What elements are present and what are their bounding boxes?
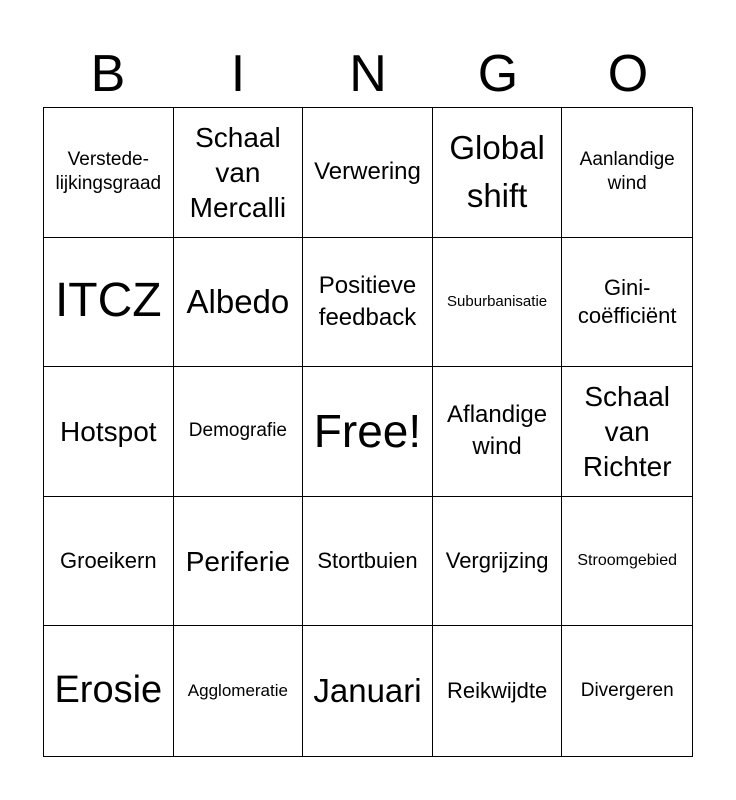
bingo-cell[interactable] <box>174 367 304 497</box>
bingo-cell[interactable] <box>44 367 174 497</box>
bingo-cell[interactable] <box>433 108 563 238</box>
cell-label: Reikwijdte <box>446 678 548 704</box>
header-letter-b: B <box>90 45 126 103</box>
cell-label: Positieve feedback <box>318 271 417 331</box>
cell-label: Schaal van Richter <box>582 380 672 482</box>
cell-label: Stortbuien <box>317 548 418 574</box>
bingo-cell[interactable] <box>303 108 433 238</box>
bingo-cell[interactable] <box>174 626 304 756</box>
bingo-cell[interactable] <box>44 497 174 627</box>
bingo-cell[interactable] <box>433 238 563 368</box>
cell-label: Verwering <box>314 158 421 186</box>
bingo-cell[interactable] <box>174 108 304 238</box>
cell-label: Suburbanisatie <box>447 293 548 311</box>
bingo-cell[interactable] <box>303 626 433 756</box>
bingo-cell[interactable] <box>44 626 174 756</box>
cell-label: Global shift <box>449 129 545 215</box>
bingo-cell[interactable] <box>174 497 304 627</box>
bingo-cell[interactable] <box>303 497 433 627</box>
cell-label: Aflandige wind <box>447 401 548 461</box>
bingo-header <box>43 40 693 108</box>
bingo-cell[interactable] <box>562 108 692 238</box>
bingo-cell[interactable] <box>303 238 433 368</box>
bingo-cell[interactable] <box>562 497 692 627</box>
cell-label: Stroomgebied <box>577 551 677 569</box>
cell-label: Demografie <box>188 420 287 442</box>
cell-label: Erosie <box>54 669 163 712</box>
cell-label: Divergeren <box>580 679 674 701</box>
cell-label: ITCZ <box>54 274 162 328</box>
header-letter-o: O <box>607 45 649 103</box>
bingo-cell[interactable] <box>562 238 692 368</box>
header-letter-i: I <box>230 45 246 103</box>
bingo-cell[interactable] <box>433 626 563 756</box>
bingo-cell[interactable] <box>562 626 692 756</box>
bingo-cell[interactable] <box>174 238 304 368</box>
cell-label: Albedo <box>186 282 290 320</box>
bingo-board <box>43 107 693 757</box>
cell-label: Januari <box>313 672 422 710</box>
cell-label: Schaal van Mercalli <box>189 121 287 223</box>
free-space-label: Free! <box>313 405 422 458</box>
cell-label: Vergrijzing <box>445 548 549 574</box>
bingo-cell[interactable] <box>433 497 563 627</box>
cell-label: Aanlandige wind <box>579 148 675 195</box>
bingo-cell[interactable] <box>562 367 692 497</box>
cell-label: Periferie <box>185 545 291 577</box>
cell-label: Gini-coëfficiënt <box>577 275 677 328</box>
cell-label: Agglomeratie <box>187 681 288 701</box>
bingo-cell free-cell[interactable] <box>303 367 433 497</box>
header-letter-g: G <box>477 45 519 103</box>
bingo-cell[interactable] <box>433 367 563 497</box>
bingo-cell[interactable] <box>44 238 174 368</box>
cell-label: Verstede-lijkingsgraad <box>55 148 162 195</box>
header-letter-n: N <box>349 45 387 103</box>
cell-label: Hotspot <box>60 415 157 447</box>
cell-label: Groeikern <box>60 548 157 574</box>
bingo-cell[interactable] <box>44 108 174 238</box>
